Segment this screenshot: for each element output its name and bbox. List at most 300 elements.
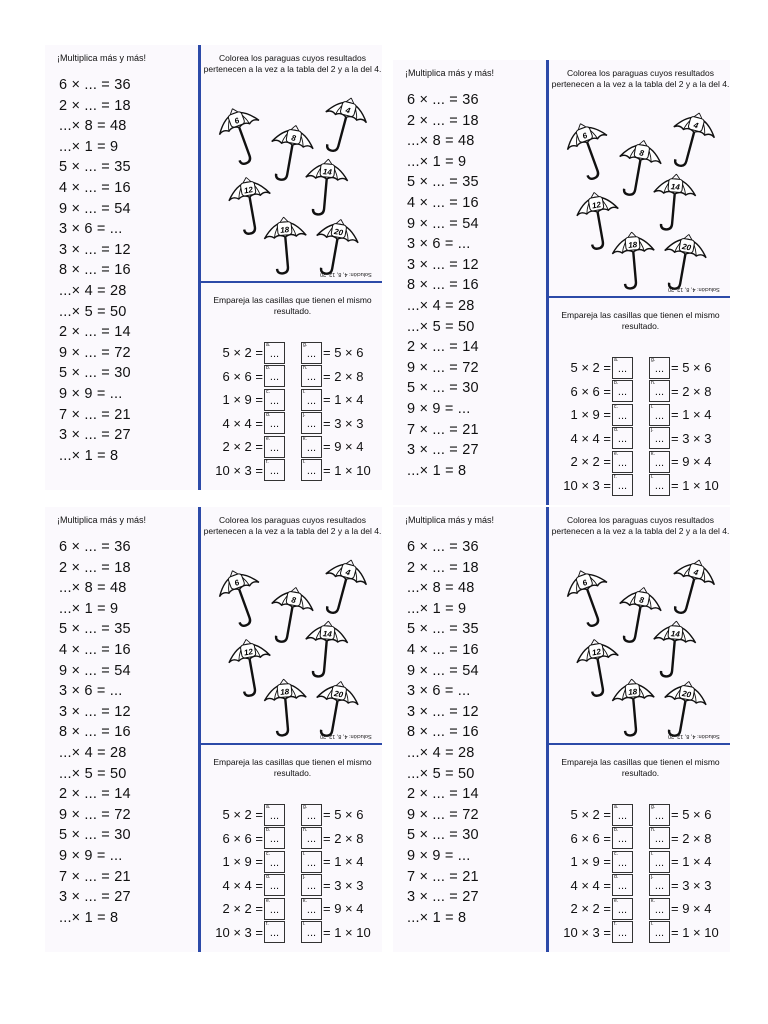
umbrella-number: 4 [692,567,700,578]
box-label: k. [651,897,655,904]
umbrella-title: Colorea los paraguas cuyos resultados pertenecen a la vez a la tabla del 2 y a la del 4. [203,53,382,74]
equation-item: ...× 8 = 48 [59,118,127,135]
box-label: j. [651,427,654,434]
box-label: g. [303,803,308,810]
answer-box[interactable] [301,365,322,387]
umbrella-icon [608,673,659,741]
answer-box[interactable] [612,921,633,943]
equation-item: 8 × ... = 16 [407,724,479,741]
umbrella-icon [314,550,375,624]
blank: ... [654,480,665,493]
multiplication-column [393,507,543,952]
box-label: b. [266,827,271,834]
box-label: c. [614,850,618,857]
equation-item: 9 × 9 = ... [407,400,471,417]
pair-row [559,803,723,827]
pair-row [211,897,375,921]
matching-section [203,749,382,952]
answer-box[interactable] [301,898,322,920]
box-label: e. [266,897,271,904]
right-expression: = 1 × 10 [323,924,371,940]
answer-box[interactable] [264,412,285,434]
box-label: b. [266,365,271,372]
answer-box[interactable] [649,827,670,849]
answer-box[interactable] [264,874,285,896]
blank: ... [617,480,628,493]
equation-item: 9 × ... = 72 [59,344,131,361]
pair-list [211,803,375,944]
blank: ... [654,386,665,399]
blank: ... [654,927,665,940]
blank: ... [306,809,317,822]
umbrella-number: 8 [638,148,645,159]
box-label: d. [266,412,271,419]
pair-row [559,874,723,898]
equation-item: 7 × ... = 21 [407,421,479,438]
equation-item: 7 × ... = 21 [59,868,131,885]
answer-box[interactable] [612,898,633,920]
match-title: Empareja las casillas que tienen el mismo resultado. [213,757,372,778]
left-expression: 4 × 4 = [570,430,611,446]
multiplication-column [393,60,543,505]
blank: ... [654,409,665,422]
equation-item: ...× 8 = 48 [407,580,475,597]
equation-item: 2 × ... = 14 [407,339,479,356]
answer-box[interactable] [301,874,322,896]
umbrella-icon [300,153,351,221]
equation-item: 9 × ... = 72 [407,359,479,376]
divider-horizontal [200,743,382,745]
equation-item: ...× 4 = 28 [407,744,475,761]
equation-item: 3 × ... = 12 [59,241,131,258]
blank: ... [269,880,280,893]
equation-item: 9 × ... = 54 [59,662,131,679]
equation-item: ...× 8 = 48 [59,580,127,597]
box-label: j. [303,412,306,419]
equation-item: ...× 4 = 28 [59,744,127,761]
equation-item: 5 × ... = 35 [59,159,131,176]
equation-item: ...× 1 = 9 [59,138,119,155]
divider-vertical [198,45,201,490]
divider-vertical [546,60,549,505]
equation-item: 3 × ... = 12 [407,703,479,720]
answer-box[interactable] [264,921,285,943]
worksheet-copy [45,507,382,952]
answer-box[interactable] [301,412,322,434]
answer-box[interactable] [649,874,670,896]
box-label: b. [614,380,619,387]
umbrella-number: 6 [581,130,589,141]
box-label: k. [303,897,307,904]
umbrella-number: 20 [681,689,692,700]
box-label: e. [614,897,619,904]
answer-box[interactable] [264,851,285,873]
blank: ... [269,418,280,431]
pair-row [211,803,375,827]
umbrella-icon [557,559,622,635]
equation-item: 3 × ... = 27 [59,889,131,906]
umbrella-number: 4 [344,567,352,578]
blank: ... [617,880,628,893]
umbrella-number: 8 [638,595,645,606]
box-label: h. [303,365,308,372]
worksheet-copy [45,45,382,490]
equation-item: 2 × ... = 14 [407,786,479,803]
answer-box[interactable] [264,342,285,364]
answer-box[interactable] [264,365,285,387]
answer-box[interactable] [649,380,670,402]
divider-horizontal [548,296,730,298]
divider-vertical [198,507,201,952]
answer-box[interactable] [612,474,633,496]
box-label: g. [651,803,656,810]
umbrella-section [551,507,730,743]
box-label: d. [614,427,619,434]
pair-row [211,435,375,459]
answer-box[interactable] [264,436,285,458]
answer-box[interactable] [301,459,322,481]
right-expression: = 1 × 10 [323,462,371,478]
umbrella-number: 14 [322,167,333,177]
equation-list [59,75,131,466]
equation-item: ...× 1 = 9 [407,153,467,170]
umbrella-number: 20 [681,242,692,253]
blank: ... [269,903,280,916]
answer-box[interactable] [301,436,322,458]
umbrella-number: 12 [243,647,254,658]
equation-item: ...× 5 = 50 [59,303,127,320]
box-label: f. [266,459,269,466]
equation-item: 2 × ... = 14 [59,324,131,341]
equation-item: 3 × ... = 27 [407,889,479,906]
equation-item: 2 × ... = 18 [407,559,479,576]
box-label: i. [651,403,654,410]
matching-section [203,287,382,490]
box-label: c. [266,850,270,857]
right-expression: = 9 × 4 [671,454,712,470]
left-expression: 6 × 6 = [222,830,263,846]
umbrella-number: 6 [233,577,241,588]
equation-item: 4 × ... = 16 [59,179,131,196]
answer-box[interactable] [612,804,633,826]
left-expression: 10 × 3 = [563,477,611,493]
pair-row [559,827,723,851]
equation-item: 5 × ... = 35 [407,174,479,191]
box-label: c. [614,403,618,410]
blank: ... [306,927,317,940]
blank: ... [269,833,280,846]
equation-item: ...× 1 = 8 [59,447,119,464]
left-expression: 1 × 9 = [570,854,611,870]
right-expression: = 5 × 6 [323,345,364,361]
left-title: ¡Multiplica más y más! [57,53,147,63]
equation-item: 5 × ... = 35 [59,621,131,638]
box-label: j. [303,874,306,881]
answer-box[interactable] [649,404,670,426]
answer-box[interactable] [649,898,670,920]
equation-item: 6 × ... = 36 [407,539,479,555]
umbrella-icon [209,559,274,635]
box-label: a. [266,803,271,810]
umbrella-number: 8 [290,595,297,606]
left-expression: 6 × 6 = [222,368,263,384]
answer-box[interactable] [264,804,285,826]
blank: ... [306,441,317,454]
umbrella-icon [662,103,723,177]
equation-item: ...× 1 = 9 [407,600,467,617]
box-label: i. [303,850,306,857]
equation-item: 5 × ... = 30 [59,827,131,844]
equation-item: 3 × 6 = ... [59,683,123,700]
right-expression: = 3 × 3 [671,877,712,893]
equation-item: 3 × 6 = ... [407,683,471,700]
right-expression: = 9 × 4 [323,439,364,455]
answer-box[interactable] [649,357,670,379]
solution-text: Solución: 4, 8, 12, 20 [668,286,720,292]
umbrella-icon [648,615,699,683]
solution-text: Solución: 4, 8, 12, 20 [320,733,372,739]
pair-row [211,850,375,874]
equation-item: 8 × ... = 16 [59,724,131,741]
equation-item: 4 × ... = 16 [407,641,479,658]
pair-row [211,341,375,365]
equation-item: ...× 5 = 50 [59,765,127,782]
umbrella-section [551,60,730,296]
blank: ... [617,456,628,469]
answer-box[interactable] [649,921,670,943]
blank: ... [306,903,317,916]
blank: ... [306,880,317,893]
left-expression: 4 × 4 = [570,877,611,893]
equation-item: 2 × ... = 14 [59,786,131,803]
pair-row [559,450,723,474]
umbrella-icon [314,88,375,162]
answer-box[interactable] [301,389,322,411]
pair-row [211,459,375,483]
umbrella-number: 12 [591,200,602,211]
box-label: j. [651,874,654,881]
umbrella-number: 14 [322,629,333,639]
umbrella-icon [260,211,311,279]
umbrella-number: 18 [279,687,290,697]
umbrella-number: 18 [279,225,290,235]
umbrella-number: 12 [243,185,254,196]
answer-box[interactable] [612,427,633,449]
umbrella-number: 20 [333,689,344,700]
left-title: ¡Multiplica más y más! [405,68,495,78]
umbrella-number: 20 [333,227,344,238]
equation-item: ...× 5 = 50 [407,765,475,782]
right-expression: = 3 × 3 [323,877,364,893]
pair-row [559,921,723,945]
answer-box[interactable] [301,921,322,943]
answer-box[interactable] [649,851,670,873]
equation-item: 9 × ... = 72 [407,806,479,823]
equation-item: 2 × ... = 18 [407,112,479,129]
equation-item: 3 × ... = 27 [59,427,131,444]
box-label: a. [614,356,619,363]
equation-item: ...× 1 = 8 [59,909,119,926]
umbrella-title: Colorea los paraguas cuyos resultados pertenecen a la vez a la tabla del 2 y a la del 4. [203,515,382,536]
blank: ... [269,347,280,360]
blank: ... [269,809,280,822]
equation-item: 2 × ... = 18 [59,559,131,576]
pair-row [559,897,723,921]
equation-list [407,90,479,481]
equation-item: 9 × ... = 54 [407,662,479,679]
equation-item: 5 × ... = 30 [407,827,479,844]
equation-item: ...× 5 = 50 [407,318,475,335]
equation-item: ...× 4 = 28 [407,297,475,314]
solution-text: Solución: 4, 8, 12, 20 [668,733,720,739]
equation-item: 5 × ... = 35 [407,621,479,638]
equation-item: 6 × ... = 36 [59,539,131,555]
blank: ... [654,833,665,846]
left-expression: 5 × 2 = [570,807,611,823]
box-label: c. [266,388,270,395]
blank: ... [306,856,317,869]
box-label: b. [614,827,619,834]
right-expression: = 5 × 6 [323,807,364,823]
left-expression: 10 × 3 = [215,462,263,478]
umbrella-number: 8 [290,133,297,144]
box-label: h. [651,827,656,834]
blank: ... [617,903,628,916]
right-expression: = 1 × 4 [671,407,712,423]
box-label: h. [303,827,308,834]
answer-box[interactable] [649,451,670,473]
answer-box[interactable] [301,342,322,364]
equation-item: 5 × ... = 30 [59,365,131,382]
equation-item: 8 × ... = 16 [59,262,131,279]
blank: ... [654,809,665,822]
left-expression: 5 × 2 = [222,807,263,823]
answer-box[interactable] [649,427,670,449]
right-expression: = 5 × 6 [671,807,712,823]
blank: ... [306,347,317,360]
blank: ... [306,394,317,407]
pair-row [559,403,723,427]
left-title: ¡Multiplica más y más! [405,515,495,525]
answer-box[interactable] [612,827,633,849]
umbrella-number: 6 [581,577,589,588]
answer-box[interactable] [612,357,633,379]
left-expression: 4 × 4 = [222,877,263,893]
blank: ... [306,418,317,431]
blank: ... [269,927,280,940]
pair-row [211,365,375,389]
blank: ... [654,903,665,916]
right-expression: = 9 × 4 [323,901,364,917]
worksheet-copy [393,507,730,952]
answer-box[interactable] [301,851,322,873]
box-label: e. [266,435,271,442]
box-label: e. [614,450,619,457]
answer-box[interactable] [264,389,285,411]
blank: ... [654,433,665,446]
answer-box[interactable] [612,404,633,426]
blank: ... [269,441,280,454]
box-label: g. [651,356,656,363]
umbrella-number: 14 [670,629,681,639]
answer-box[interactable] [612,851,633,873]
equation-item: 8 × ... = 16 [407,277,479,294]
box-label: f. [266,921,269,928]
divider-vertical [546,507,549,952]
left-expression: 2 × 2 = [222,901,263,917]
pair-row [559,850,723,874]
answer-box[interactable] [612,451,633,473]
divider-horizontal [548,743,730,745]
equation-item: 6 × ... = 36 [59,77,131,93]
answer-box[interactable] [612,874,633,896]
blank: ... [617,833,628,846]
equation-item: 6 × ... = 36 [407,92,479,108]
umbrella-icon [209,97,274,173]
blank: ... [617,809,628,822]
umbrella-title: Colorea los paraguas cuyos resultados pertenecen a la vez a la tabla del 2 y a la del 4. [551,68,730,89]
left-expression: 5 × 2 = [570,360,611,376]
answer-box[interactable] [264,898,285,920]
equation-item: 9 × ... = 54 [407,215,479,232]
box-label: g. [303,341,308,348]
equation-item: 3 × ... = 12 [59,703,131,720]
left-expression: 10 × 3 = [563,924,611,940]
equation-list [59,537,131,928]
box-label: l. [651,921,654,928]
answer-box[interactable] [264,827,285,849]
box-label: l. [651,474,654,481]
equation-item: 2 × ... = 18 [59,97,131,114]
answer-box[interactable] [264,459,285,481]
umbrella-icon [662,550,723,624]
equation-item: ...× 1 = 8 [407,909,467,926]
right-expression: = 1 × 10 [671,477,719,493]
left-expression: 10 × 3 = [215,924,263,940]
answer-box[interactable] [612,380,633,402]
blank: ... [654,456,665,469]
box-label: k. [303,435,307,442]
left-expression: 6 × 6 = [570,830,611,846]
right-expression: = 9 × 4 [671,901,712,917]
right-expression: = 1 × 10 [671,924,719,940]
umbrella-section [203,45,382,281]
box-label: f. [614,474,617,481]
equation-item: 4 × ... = 16 [407,194,479,211]
equation-item: 9 × ... = 54 [59,200,131,217]
box-label: d. [614,874,619,881]
box-label: d. [266,874,271,881]
blank: ... [269,371,280,384]
multiplication-column [45,507,195,952]
right-expression: = 1 × 4 [323,392,364,408]
answer-box[interactable] [301,804,322,826]
umbrella-number: 18 [627,240,638,250]
umbrella-icon [608,226,659,294]
umbrella-icon [648,168,699,236]
equation-item: 9 × 9 = ... [59,385,123,402]
solution-text: Solución: 4, 8, 12, 20 [320,271,372,277]
answer-box[interactable] [649,804,670,826]
answer-box[interactable] [301,827,322,849]
pair-row [559,356,723,380]
pair-row [559,380,723,404]
answer-box[interactable] [649,474,670,496]
blank: ... [306,465,317,478]
match-title: Empareja las casillas que tienen el mismo resultado. [561,310,720,331]
box-label: i. [651,850,654,857]
match-title: Empareja las casillas que tienen el mismo resultado. [213,295,372,316]
